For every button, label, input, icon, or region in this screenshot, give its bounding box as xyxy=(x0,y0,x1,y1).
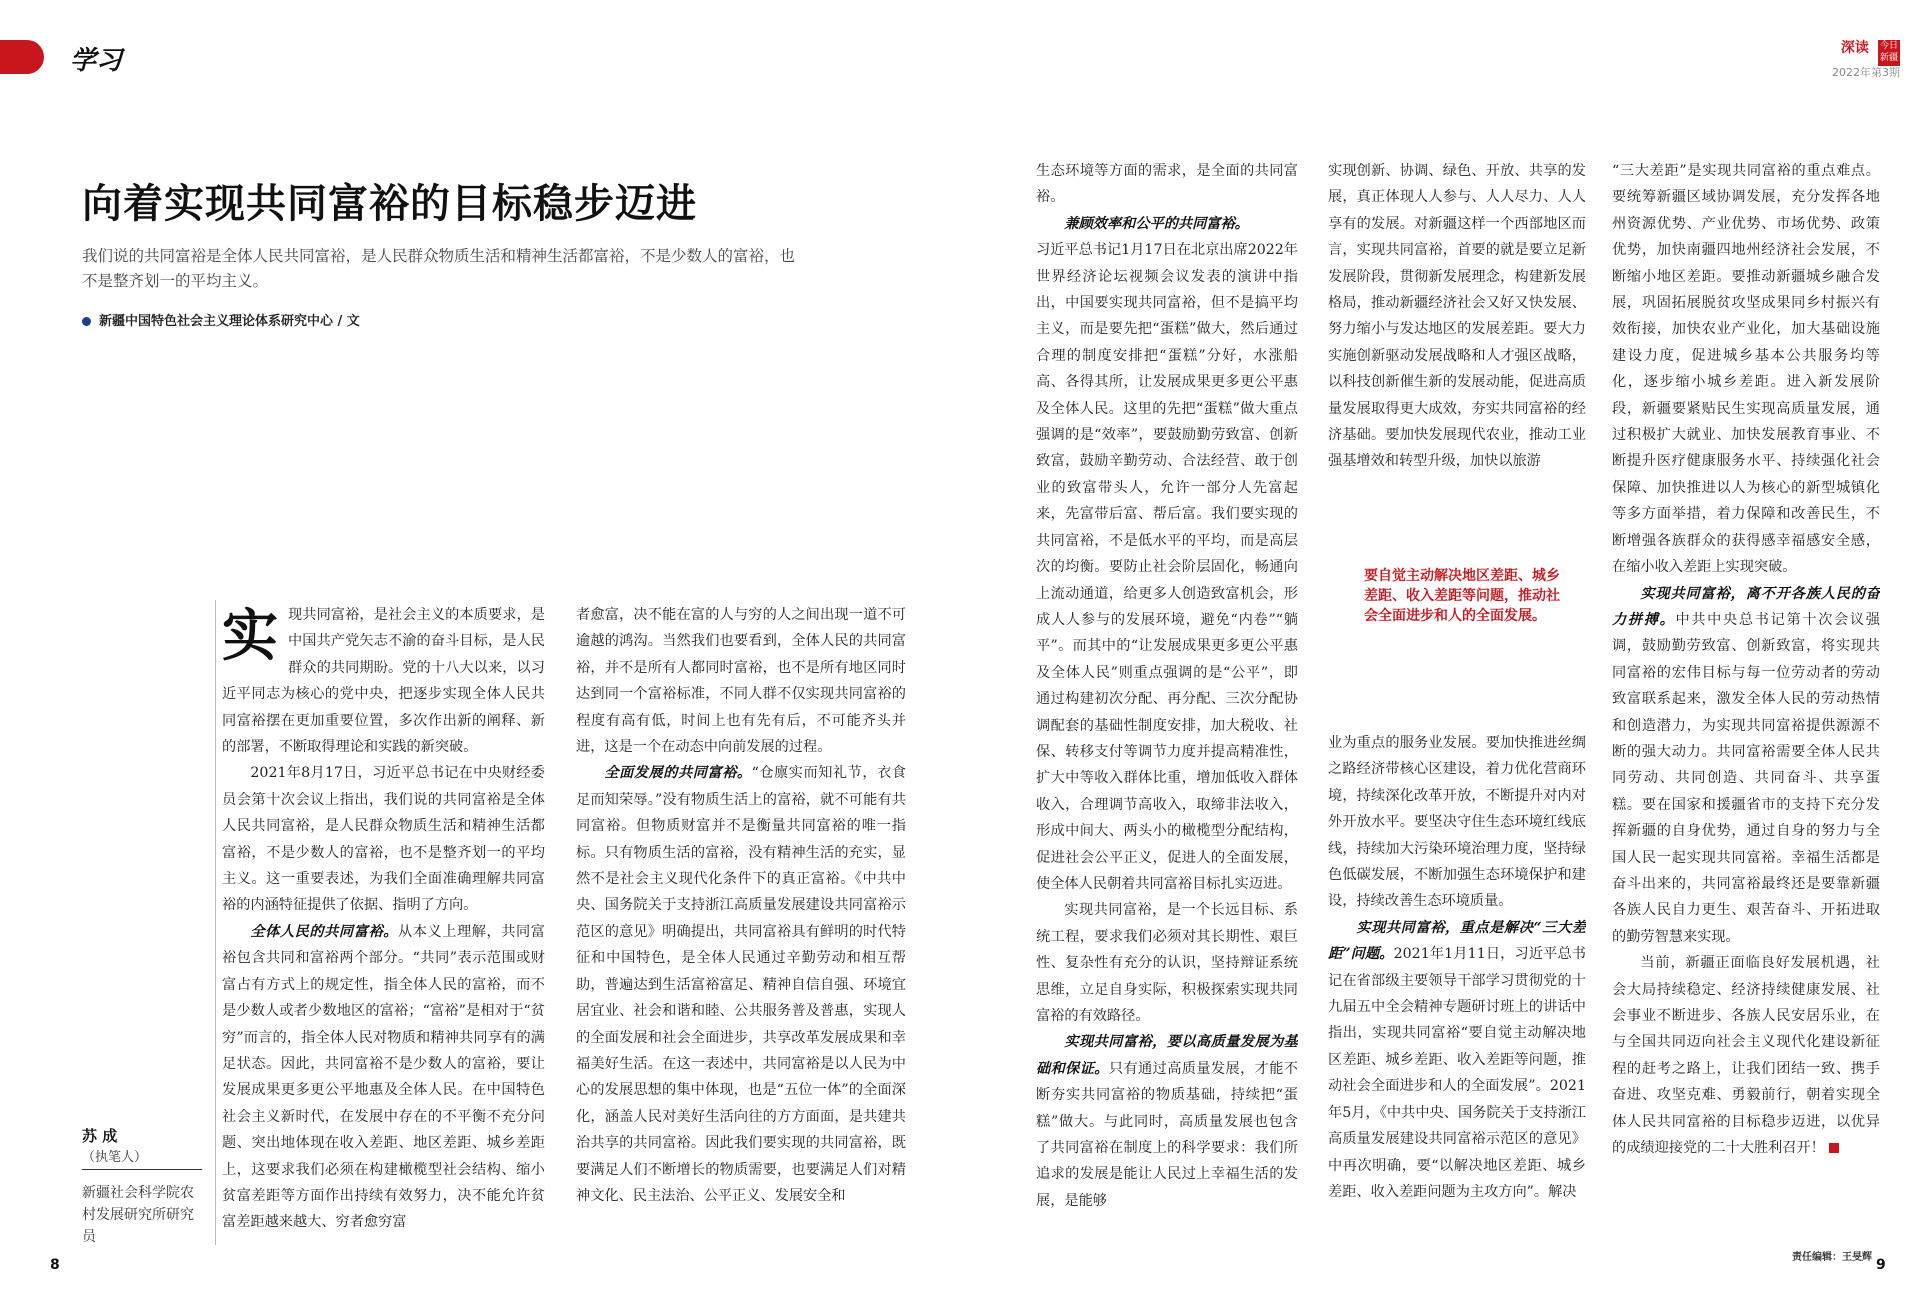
paragraph: 当前，新疆正面临良好发展机遇，社会大局持续稳定、经济持续健康发展、社会事业不断进步、各族人民安居乐业，在与全国共同迈向社会主义现代化建设新征程的赶考之路上，让我们团结一致、携手奋进、攻坚克难、勇毅前行，朝着实现全体人民共同富裕的目标稳步迈进，以优异的成绩迎接党的二十大胜利召开！ xyxy=(1612,955,1880,1157)
paragraph: 业为重点的服务业发展。要加快推进丝绸之路经济带核心区建设，着力优化营商环境，持续深化改革开放，不断提升对内对外开放水平。要坚决守住生态环境红线底线，持续加大污染环境治理力度，坚持绿色低碳发展，不断加强生态环境保护和建设，持续改善生态环境质量。 xyxy=(1328,735,1586,910)
bullet-dot-icon xyxy=(82,317,91,326)
page-number-right: 9 xyxy=(1876,1257,1886,1273)
paragraph: 从本义上理解，共同富裕包含共同和富裕两个部分。“共同”表示范围或财富占有方式上的规定性，指全体人民的富裕，而不是少数人或者少数地区的富裕；“富裕”是相对于“贫穷”而言的，指全体人民对物质和精神共同享有的满足状态。因此，共同富裕不是少数人的富裕，要让发展成果更多更公平地惠及全体人民。在中国特色社会主义新时代，在发展中存在的不平衡不充分问题、突出地体现在收入差距、地区差距、城乡差距上，这要求我们必须在构建橄榄型社会结构、缩小贫富差距等方面作出持续有效努力，决不能允许贫富差距越来越大、穷者愈穷富 xyxy=(222,923,545,1231)
byline: 新疆中国特色社会主义理论体系研究中心 / 文 xyxy=(82,310,360,329)
article-column-4-bottom xyxy=(1328,730,1586,1260)
paragraph: “仓廪实而知礼节，衣食足而知荣辱。”没有物质生活上的富裕，就不可能有共同富裕。但物质财富并不是衡量共同富裕的唯一指标。只有物质生活的富裕，没有精神生活的充实，显然不是社会主义现代化条件下的真正富裕。《中共中央、国务院关于支持浙江高质量发展建设共同富裕示范区的意见》明确提出，共同富裕具有鲜明的时代特征和中国特色，是全体人民通过辛勤劳动和相互帮助，普遍达到生活富裕富足、精神自信自强、环境宜居宜业、社会和谐和睦、公共服务普及普惠，实现人的全面发展和社会全面进步，共享改革发展成果和幸福美好生活。在这一表述中，共同富裕是以人民为中心的发展思想的集中体现，也是“五位一体”的全面深化，涵盖人民对美好生活向往的方方面面，是共建共治共享的共同富裕。因此我们要实现的共同富裕，既要满足人们不断增长的物质需要，也要满足人们对精神文化、民主法治、公平正义、发展安全和 xyxy=(576,765,906,1204)
end-mark-icon xyxy=(1829,1143,1839,1153)
article-column-4-top xyxy=(1328,158,1586,502)
paragraph: 只有通过高质量发展，才能不断夯实共同富裕的物质基础，持续把“蛋糕”做大。与此同时，高质量发展也包含了共同富裕在制度上的科学要求：我们所追求的发展是能让人民过上幸福生活的发展，是能够 xyxy=(1036,1060,1298,1209)
subheading: 实现共同富裕，要以高质量发展为基础和保证。 xyxy=(1036,1034,1298,1077)
paragraph: 2021年1月11日，习近平总书记在省部级主要领导干部学习贯彻党的十九届五中全会精神专题研讨班上的讲话中指出，实现共同富裕“要自觉主动解决地区差距、城乡差距、收入差距等问题，推动社会全面进步和人的全面发展”。2021年5月，《中共中央、国务院关于支持浙江高质量发展建设共同富裕示范区的意见》中再次明确，要“以解决地区差距、城乡差距、收入差距问题为主攻方向”。解决 xyxy=(1328,946,1586,1200)
section-tab-mark xyxy=(0,40,44,74)
author-role: （执笔人） xyxy=(82,1146,202,1170)
subheading: 全体人民的共同富裕。 xyxy=(250,923,398,940)
author-box xyxy=(82,1125,202,1248)
magazine-logo: 今日新疆 xyxy=(1878,40,1900,66)
subheading: 实现共同富裕，离不开各族人民的奋力拼搏。 xyxy=(1612,585,1880,628)
paragraph: 生态环境等方面的需求，是全面的共同富裕。 xyxy=(1036,163,1298,206)
paragraph: 实现创新、协调、绿色、开放、共享的发展，真正体现人人参与、人人尽力、人人享有的发展。对新疆这样一个西部地区而言，实现共同富裕，首要的就是要立足新发展阶段，贯彻新发展理念，构建新发展格局，推动新疆经济社会又好又快发展、努力缩小与发达地区的发展差距。要大力实施创新驱动发展战略和人才强区战略，以科技创新催生新的发展动能，促进高质量发展取得更大成效，夯实共同富裕的经济基础。要加快发展现代农业，推动工业强基增效和转型升级，加快以旅游 xyxy=(1328,163,1586,470)
article-column-1 xyxy=(222,602,545,1260)
section-label: 学习 xyxy=(70,46,123,76)
article-column-5 xyxy=(1612,158,1880,1248)
page-number-left: 8 xyxy=(50,1257,60,1273)
dropcap: 实 xyxy=(222,603,278,669)
paragraph: 现共同富裕，是社会主义的本质要求，是中国共产党矢志不渝的奋斗目标，是人民群众的共同期盼。党的十八大以来，以习近平同志为核心的党中央，把逐步实现全体人民共同富裕摆在更加重要位置，多次作出新的阐释、新的部署，不断取得理论和实践的新突破。 xyxy=(222,607,545,756)
author-affiliation: 新疆社会科学院农村发展研究所研究员 xyxy=(82,1185,194,1245)
article-column-3 xyxy=(1036,158,1298,1260)
paragraph: “三大差距”是实现共同富裕的重点难点。要统筹新疆区域协调发展，充分发挥各地州资源优势、产业优势、市场优势、政策优势，加快南疆四地州经济社会发展，不断缩小地区差距。要推动新疆城乡融合发展，巩固拓展脱贫攻坚成果同乡村振兴有效衔接，加快农业产业化，加大基础设施建设力度，促进城乡基本公共服务均等化，逐步缩小城乡差距。进入新发展阶段，新疆要紧贴民生实现高质量发展，通过积极扩大就业、加快发展教育事业、不断提升医疗健康服务水平、持续强化社会保障、加快推进以人为核心的新型城镇化等多方面举措，着力保障和改善民生，不断增强各族群众的获得感幸福感安全感，在缩小收入差距上实现突破。 xyxy=(1612,163,1880,576)
subheading: 兼顾效率和公平的共同富裕。 xyxy=(1064,215,1249,232)
paragraph: 中共中央总书记第十次会议强调，鼓励勤劳致富、创新致富，将实现共同富裕的宏伟目标与每一位劳动者的劳动致富联系起来，激发全体人民的劳动热情和创造潜力，为实现共同富裕提供源源不断的强大动力。共同富裕需要全体人民共同劳动、共同创造、共同奋斗、共享蛋糕。要在国家和援疆省市的支持下充分发挥新疆的自身优势，通过自身的努力与全国人民一起实现共同富裕。幸福生活都是奋斗出来的，共同富裕最终还是要靠新疆各族人民自力更生、艰苦奋斗、开拓进取的勤劳智慧来实现。 xyxy=(1612,611,1880,945)
article-lead: 我们说的共同富裕是全体人民共同富裕，是人民群众物质生活和精神生活都富裕，不是少数人的富裕，也不是整齐划一的平均主义。 xyxy=(82,247,796,290)
subheading: 全面发展的共同富裕。 xyxy=(604,765,752,782)
pull-quote: 要自觉主动解决地区差距、城乡差距、收入差距等问题，推动社会全面进步和人的全面发展。 xyxy=(1364,568,1560,624)
subheading: 实现共同富裕，重点是解决“三大差距”问题。 xyxy=(1328,919,1586,963)
article-column-2 xyxy=(576,602,906,1260)
author-name: 苏 成 xyxy=(82,1127,118,1145)
paragraph: 实现共同富裕，是一个长远目标、系统工程，要求我们必须对其长期性、艰巨性、复杂性有充分的认识，坚持辩证系统思维，立足自身实际，积极探索实现共同富裕的有效路径。 xyxy=(1036,902,1298,1024)
issue-number: 2022年第3期 xyxy=(1832,66,1900,79)
masthead xyxy=(1832,40,1900,80)
masthead-label: 深读 xyxy=(1840,40,1869,56)
editor-credit: 责任编辑：王旻辉 xyxy=(1792,1252,1872,1263)
paragraph: 习近平总书记1月17日在北京出席2022年世界经济论坛视频会议发表的演讲中指出，中国要实现共同富裕，但不是搞平均主义，而是要先把“蛋糕”做大，然后通过合理的制度安排把“蛋糕”分好，水涨船高、各得其所，让发展成果更多更公平惠及全体人民。这里的先把“蛋糕”做大重点强调的是“效率”，要鼓励勤劳致富、创新致富，鼓励辛勤劳动、合法经营、敢于创业的致富带头人，允许一部分人先富起来，先富带后富、帮后富。我们要实现的共同富裕，不是低水平的平均，而是高层次的均衡。要防止社会阶层固化，畅通向上流动通道，给更多人创造致富机会，形成人人参与的发展环境，避免“内卷”“躺平”。而其中的“让发展成果更多更公平惠及全体人民”则重点强调的是“公平”，即通过构建初次分配、再分配、三次分配协调配套的基础性制度安排，加大税收、社保、转移支付等调节力度并提高精准性，扩大中等收入群体比重，增加低收入群体收入，合理调节高收入，取缔非法收入，形成中间大、两头小的橄榄型分配结构，促进社会公平正义，促进人的全面发展，使全体人民朝着共同富裕目标扎实迈进。 xyxy=(1036,242,1298,892)
paragraph: 2021年8月17日，习近平总书记在中央财经委员会第十次会议上指出，我们说的共同富裕是全体人民共同富裕，是人民群众物质生活和精神生活都富裕，不是少数人的富裕，也不是整齐划一的平均主义。这一重要表述，为我们全面准确理解共同富裕的内涵特征提供了依据、指明了方向。 xyxy=(222,765,545,914)
article-title: 向着实现共同富裕的目标稳步迈进 xyxy=(82,181,697,227)
paragraph: 者愈富，决不能在富的人与穷的人之间出现一道不可逾越的鸿沟。当然我们也要看到，全体人民的共同富裕，并不是所有人都同时富裕，也不是所有地区同时达到同一个富裕标准，不同人群不仅实现共同富裕的程度有高有低，时间上也有先有后，不可能齐头并进，这是一个在动态中向前发展的过程。 xyxy=(576,607,906,756)
column-divider xyxy=(215,600,216,1245)
